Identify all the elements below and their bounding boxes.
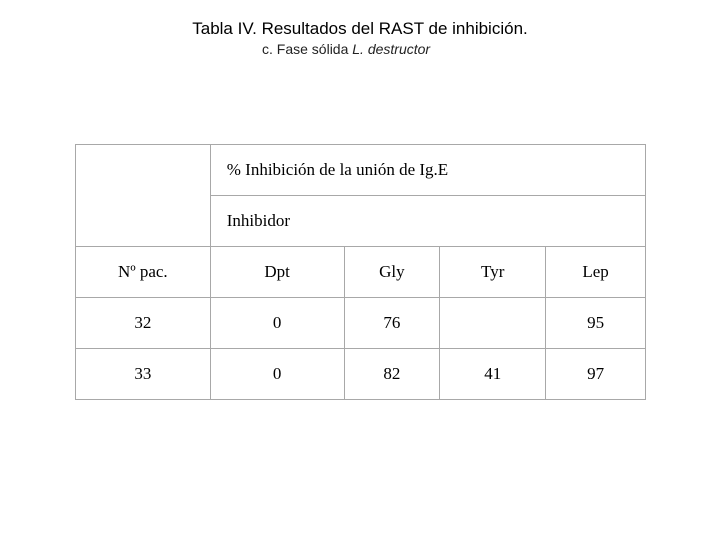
table-cell: 41: [440, 349, 546, 400]
table-cell: 76: [344, 298, 440, 349]
subtitle-species: L. destructor: [352, 41, 431, 57]
table-cell: 32: [76, 298, 211, 349]
column-header: Nº pac.: [76, 247, 211, 298]
table-column-header-row: [76, 247, 646, 298]
table-row: [76, 349, 646, 400]
table-subtitle: [262, 41, 430, 57]
table-cell: 33: [76, 349, 211, 400]
table-cell: [440, 298, 546, 349]
header-empty-cell: [76, 145, 211, 196]
table-cell: 97: [546, 349, 646, 400]
table-header-row-group: [76, 145, 646, 196]
table-title-label: Tabla IV: [192, 19, 253, 38]
column-header: Lep: [546, 247, 646, 298]
table-row: [76, 298, 646, 349]
table-title: [0, 19, 720, 39]
results-table: [75, 144, 646, 400]
subtitle-prefix: c. Fase sólida: [262, 41, 353, 57]
column-header: Dpt: [210, 247, 344, 298]
header-group-cell: % Inhibición de la unión de Ig.E: [210, 145, 645, 196]
header-empty-cell-lower: [76, 196, 211, 247]
table-cell: 0: [210, 349, 344, 400]
table-cell: 0: [210, 298, 344, 349]
column-header: Gly: [344, 247, 440, 298]
table-cell: 95: [546, 298, 646, 349]
table-cell: 82: [344, 349, 440, 400]
table-header-row-sub: [76, 196, 646, 247]
header-inhibitor-cell: Inhibidor: [210, 196, 645, 247]
column-header: Tyr: [440, 247, 546, 298]
table-title-text: . Resultados del RAST de inhibición.: [252, 19, 528, 38]
